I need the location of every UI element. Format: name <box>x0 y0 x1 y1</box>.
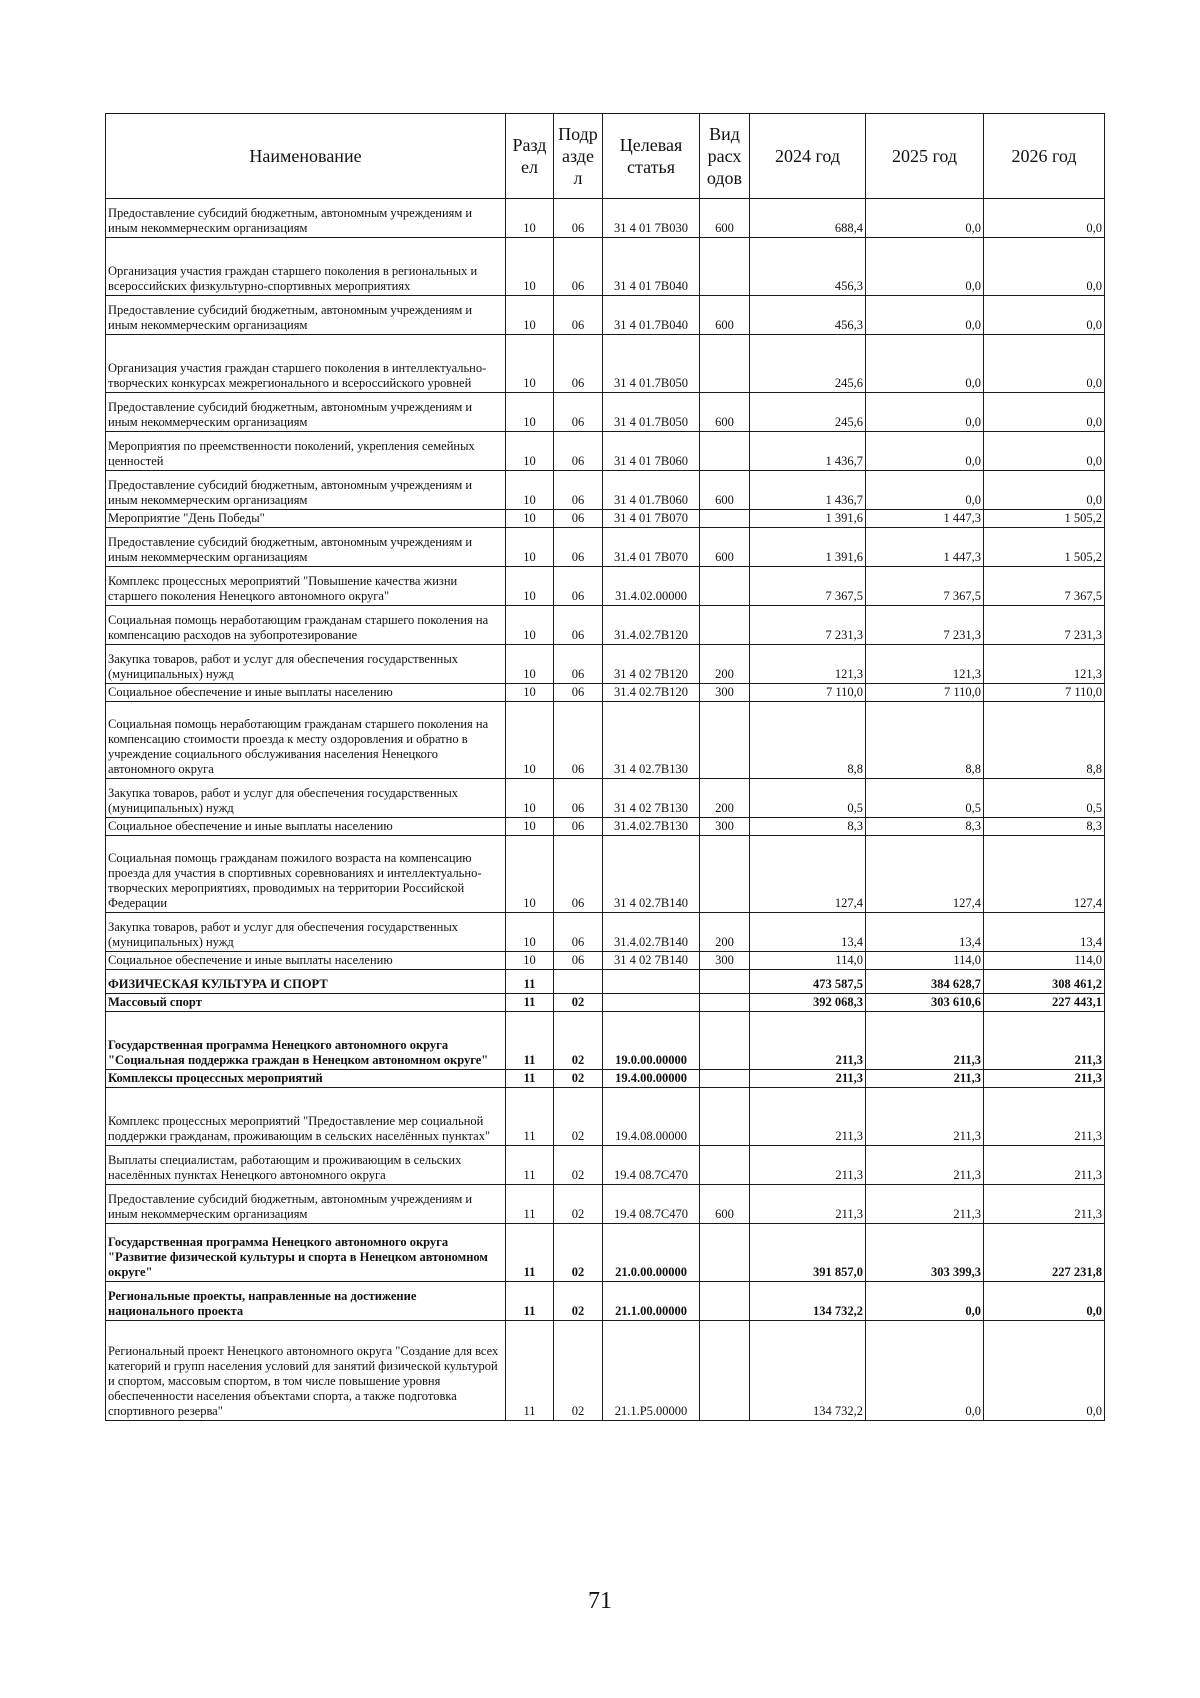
header-expense-type: Вид расх одов <box>700 114 750 199</box>
row-target-item: 19.4.08.00000 <box>603 1088 700 1146</box>
row-section: 11 <box>506 1012 554 1070</box>
row-name: Закупка товаров, работ и услуг для обеспечения государственных (муниципальных) нужд <box>106 645 506 684</box>
row-target-item: 31 4 01.7В050 <box>603 393 700 432</box>
row-target-item: 31 4 01.7В060 <box>603 471 700 510</box>
row-section: 10 <box>506 779 554 818</box>
row-target-item: 31 4 01 7В070 <box>603 510 700 528</box>
row-value-2026: 1 505,2 <box>984 528 1105 567</box>
row-value-2026: 0,0 <box>984 1321 1105 1421</box>
row-value-2026: 211,3 <box>984 1012 1105 1070</box>
row-name: Социальное обеспечение и иные выплаты населению <box>106 952 506 970</box>
row-value-2025: 303 399,3 <box>866 1224 984 1282</box>
row-value-2026: 0,0 <box>984 296 1105 335</box>
row-value-2025: 8,8 <box>866 702 984 779</box>
row-expense-type: 600 <box>700 528 750 567</box>
row-name: Мероприятие "День Победы" <box>106 510 506 528</box>
table-row <box>106 432 1105 471</box>
row-value-2025: 0,0 <box>866 238 984 296</box>
row-expense-type <box>700 335 750 393</box>
row-subsection: 06 <box>554 779 603 818</box>
table-row <box>106 1012 1105 1070</box>
budget-table <box>105 113 1105 1421</box>
row-value-2026: 1 505,2 <box>984 510 1105 528</box>
row-subsection: 06 <box>554 952 603 970</box>
row-section: 11 <box>506 970 554 994</box>
row-value-2024: 456,3 <box>750 238 866 296</box>
row-expense-type <box>700 836 750 913</box>
row-value-2026: 7 110,0 <box>984 684 1105 702</box>
table-row <box>106 335 1105 393</box>
row-expense-type <box>700 1146 750 1185</box>
row-value-2024: 1 436,7 <box>750 471 866 510</box>
table-row <box>106 818 1105 836</box>
row-value-2025: 8,3 <box>866 818 984 836</box>
header-year-2025: 2025 год <box>866 114 984 199</box>
row-value-2024: 688,4 <box>750 199 866 238</box>
row-value-2025: 127,4 <box>866 836 984 913</box>
table-row <box>106 970 1105 994</box>
row-value-2025: 121,3 <box>866 645 984 684</box>
header-year-2024: 2024 год <box>750 114 866 199</box>
row-name: Предоставление субсидий бюджетным, автономным учреждениям и иным некоммерческим организациям <box>106 471 506 510</box>
row-expense-type: 300 <box>700 684 750 702</box>
row-value-2024: 391 857,0 <box>750 1224 866 1282</box>
row-expense-type: 200 <box>700 913 750 952</box>
header-subsection: Подр азде л <box>554 114 603 199</box>
row-value-2024: 211,3 <box>750 1088 866 1146</box>
row-expense-type <box>700 1321 750 1421</box>
row-value-2024: 392 068,3 <box>750 994 866 1012</box>
row-section: 11 <box>506 1185 554 1224</box>
table-row <box>106 471 1105 510</box>
row-value-2025: 0,0 <box>866 393 984 432</box>
row-expense-type <box>700 238 750 296</box>
row-subsection: 02 <box>554 1282 603 1321</box>
row-value-2026: 0,0 <box>984 393 1105 432</box>
row-expense-type: 600 <box>700 1185 750 1224</box>
header-year-2026: 2026 год <box>984 114 1105 199</box>
row-section: 10 <box>506 913 554 952</box>
table-row <box>106 510 1105 528</box>
row-subsection: 06 <box>554 393 603 432</box>
row-value-2026: 0,0 <box>984 238 1105 296</box>
row-section: 11 <box>506 994 554 1012</box>
row-name: Выплаты специалистам, работающим и проживающим в сельских населённых пунктах Ненецкого автономного округа <box>106 1146 506 1185</box>
row-name: ФИЗИЧЕСКАЯ КУЛЬТУРА И СПОРТ <box>106 970 506 994</box>
row-subsection: 06 <box>554 913 603 952</box>
row-section: 11 <box>506 1321 554 1421</box>
row-subsection <box>554 970 603 994</box>
row-value-2026: 0,0 <box>984 432 1105 471</box>
row-expense-type <box>700 994 750 1012</box>
row-target-item: 31 4 01 7В060 <box>603 432 700 471</box>
row-name: Социальная помощь гражданам пожилого возраста на компенсацию проезда для участия в спортивных соревнованиях и интеллектуально-творческих мероприятиях, проводимых на территории Российской Федерации <box>106 836 506 913</box>
row-section: 10 <box>506 952 554 970</box>
table-row <box>106 836 1105 913</box>
table-row <box>106 1282 1105 1321</box>
row-value-2024: 211,3 <box>750 1070 866 1088</box>
row-value-2024: 0,5 <box>750 779 866 818</box>
row-value-2025: 211,3 <box>866 1185 984 1224</box>
row-value-2025: 0,0 <box>866 1282 984 1321</box>
row-section: 10 <box>506 199 554 238</box>
row-value-2026: 121,3 <box>984 645 1105 684</box>
table-row <box>106 1088 1105 1146</box>
header-name: Наименование <box>106 114 506 199</box>
row-value-2026: 227 443,1 <box>984 994 1105 1012</box>
row-expense-type <box>700 1070 750 1088</box>
row-section: 10 <box>506 684 554 702</box>
row-target-item: 21.1.00.00000 <box>603 1282 700 1321</box>
row-name: Закупка товаров, работ и услуг для обеспечения государственных (муниципальных) нужд <box>106 779 506 818</box>
table-row <box>106 1146 1105 1185</box>
row-value-2025: 0,0 <box>866 335 984 393</box>
row-subsection: 06 <box>554 510 603 528</box>
row-value-2026: 0,0 <box>984 471 1105 510</box>
row-value-2025: 0,0 <box>866 471 984 510</box>
row-section: 10 <box>506 471 554 510</box>
row-value-2025: 1 447,3 <box>866 528 984 567</box>
row-value-2025: 211,3 <box>866 1146 984 1185</box>
table-row <box>106 1185 1105 1224</box>
row-value-2026: 211,3 <box>984 1088 1105 1146</box>
row-name: Организация участия граждан старшего поколения в региональных и всероссийских физкультурно-спортивных мероприятиях <box>106 238 506 296</box>
row-subsection: 06 <box>554 296 603 335</box>
row-value-2026: 211,3 <box>984 1146 1105 1185</box>
row-expense-type <box>700 702 750 779</box>
row-name: Социальное обеспечение и иные выплаты населению <box>106 684 506 702</box>
row-value-2025: 211,3 <box>866 1012 984 1070</box>
row-expense-type <box>700 1282 750 1321</box>
row-section: 11 <box>506 1146 554 1185</box>
row-name: Комплекс процессных мероприятий "Предоставление мер социальной поддержки гражданам, проживающим в сельских населённых пунктах" <box>106 1088 506 1146</box>
row-subsection: 02 <box>554 994 603 1012</box>
row-name: Предоставление субсидий бюджетным, автономным учреждениям и иным некоммерческим организациям <box>106 199 506 238</box>
row-value-2025: 7 367,5 <box>866 567 984 606</box>
row-value-2026: 127,4 <box>984 836 1105 913</box>
row-value-2025: 114,0 <box>866 952 984 970</box>
row-subsection: 06 <box>554 836 603 913</box>
row-target-item: 31 4 01.7В040 <box>603 296 700 335</box>
row-expense-type: 600 <box>700 471 750 510</box>
row-expense-type: 200 <box>700 779 750 818</box>
table-row <box>106 994 1105 1012</box>
header-section: Разд ел <box>506 114 554 199</box>
row-value-2024: 134 732,2 <box>750 1321 866 1421</box>
row-value-2024: 13,4 <box>750 913 866 952</box>
row-subsection: 06 <box>554 606 603 645</box>
row-section: 10 <box>506 567 554 606</box>
table-row <box>106 779 1105 818</box>
row-target-item: 31 4 02 7В120 <box>603 645 700 684</box>
row-subsection: 06 <box>554 684 603 702</box>
row-section: 10 <box>506 335 554 393</box>
table-row <box>106 702 1105 779</box>
row-value-2025: 0,0 <box>866 1321 984 1421</box>
row-value-2025: 7 231,3 <box>866 606 984 645</box>
row-expense-type: 300 <box>700 818 750 836</box>
row-name: Мероприятия по преемственности поколений, укрепления семейных ценностей <box>106 432 506 471</box>
row-subsection: 02 <box>554 1321 603 1421</box>
row-section: 10 <box>506 238 554 296</box>
row-value-2026: 0,0 <box>984 335 1105 393</box>
row-value-2024: 245,6 <box>750 335 866 393</box>
row-target-item: 31.4 02.7В120 <box>603 684 700 702</box>
row-value-2024: 211,3 <box>750 1146 866 1185</box>
row-value-2024: 211,3 <box>750 1012 866 1070</box>
row-name: Комплексы процессных мероприятий <box>106 1070 506 1088</box>
row-value-2025: 1 447,3 <box>866 510 984 528</box>
row-name: Предоставление субсидий бюджетным, автономным учреждениям и иным некоммерческим организациям <box>106 1185 506 1224</box>
row-name: Социальная помощь неработающим гражданам старшего поколения на компенсацию расходов на зубопротезирование <box>106 606 506 645</box>
table-row <box>106 393 1105 432</box>
row-name: Региональный проект Ненецкого автономного округа "Создание для всех категорий и групп населения условий для занятий физической культурой и спортом, массовым спортом, в том числе повышение уровня обеспеченности населения объектами спорта, а также подготовка спортивного резерва" <box>106 1321 506 1421</box>
row-expense-type: 200 <box>700 645 750 684</box>
table-row <box>106 684 1105 702</box>
row-value-2024: 127,4 <box>750 836 866 913</box>
row-name: Предоставление субсидий бюджетным, автономным учреждениям и иным некоммерческим организациям <box>106 393 506 432</box>
table-body <box>106 199 1105 1421</box>
table-row <box>106 296 1105 335</box>
row-target-item: 31 4 01 7В030 <box>603 199 700 238</box>
table-row <box>106 952 1105 970</box>
row-subsection: 06 <box>554 645 603 684</box>
row-value-2024: 114,0 <box>750 952 866 970</box>
row-subsection: 06 <box>554 471 603 510</box>
row-subsection: 06 <box>554 818 603 836</box>
row-name: Государственная программа Ненецкого автономного округа "Социальная поддержка граждан в Ненецком автономном округе" <box>106 1012 506 1070</box>
row-section: 10 <box>506 836 554 913</box>
row-target-item <box>603 970 700 994</box>
row-expense-type <box>700 606 750 645</box>
row-section: 10 <box>506 432 554 471</box>
row-subsection: 06 <box>554 702 603 779</box>
row-value-2026: 8,3 <box>984 818 1105 836</box>
row-value-2024: 8,8 <box>750 702 866 779</box>
row-expense-type: 300 <box>700 952 750 970</box>
row-target-item: 19.4 08.7С470 <box>603 1185 700 1224</box>
row-value-2025: 0,0 <box>866 432 984 471</box>
row-value-2024: 473 587,5 <box>750 970 866 994</box>
row-target-item: 21.1.P5.00000 <box>603 1321 700 1421</box>
row-value-2024: 7 231,3 <box>750 606 866 645</box>
row-value-2026: 211,3 <box>984 1185 1105 1224</box>
row-name: Предоставление субсидий бюджетным, автономным учреждениям и иным некоммерческим организациям <box>106 296 506 335</box>
row-target-item: 19.4 08.7С470 <box>603 1146 700 1185</box>
row-section: 11 <box>506 1224 554 1282</box>
row-target-item: 31 4 01 7В040 <box>603 238 700 296</box>
row-subsection: 02 <box>554 1088 603 1146</box>
row-value-2025: 7 110,0 <box>866 684 984 702</box>
row-expense-type <box>700 510 750 528</box>
row-section: 10 <box>506 510 554 528</box>
row-name: Региональные проекты, направленные на достижение национального проекта <box>106 1282 506 1321</box>
row-value-2025: 384 628,7 <box>866 970 984 994</box>
row-value-2026: 13,4 <box>984 913 1105 952</box>
row-subsection: 02 <box>554 1146 603 1185</box>
table-header-row <box>106 114 1105 199</box>
row-value-2025: 303 610,6 <box>866 994 984 1012</box>
row-section: 11 <box>506 1282 554 1321</box>
row-value-2024: 8,3 <box>750 818 866 836</box>
row-subsection: 06 <box>554 432 603 471</box>
header-target-item: Целевая статья <box>603 114 700 199</box>
row-value-2026: 308 461,2 <box>984 970 1105 994</box>
table-row <box>106 199 1105 238</box>
row-expense-type <box>700 1224 750 1282</box>
page-number: 71 <box>588 1588 612 1614</box>
table-row <box>106 606 1105 645</box>
row-expense-type: 600 <box>700 296 750 335</box>
row-section: 10 <box>506 393 554 432</box>
table-row <box>106 528 1105 567</box>
row-section: 11 <box>506 1070 554 1088</box>
row-subsection: 06 <box>554 567 603 606</box>
row-subsection: 06 <box>554 335 603 393</box>
row-value-2026: 114,0 <box>984 952 1105 970</box>
row-section: 10 <box>506 645 554 684</box>
row-value-2025: 0,5 <box>866 779 984 818</box>
row-expense-type <box>700 1012 750 1070</box>
row-subsection: 02 <box>554 1224 603 1282</box>
row-name: Предоставление субсидий бюджетным, автономным учреждениям и иным некоммерческим организациям <box>106 528 506 567</box>
row-expense-type <box>700 567 750 606</box>
row-target-item: 19.0.00.00000 <box>603 1012 700 1070</box>
row-section: 10 <box>506 818 554 836</box>
row-value-2024: 211,3 <box>750 1185 866 1224</box>
table-row <box>106 1321 1105 1421</box>
row-subsection: 06 <box>554 199 603 238</box>
row-value-2024: 7 367,5 <box>750 567 866 606</box>
row-value-2026: 211,3 <box>984 1070 1105 1088</box>
row-name: Комплекс процессных мероприятий "Повышение качества жизни старшего поколения Ненецкого автономного округа" <box>106 567 506 606</box>
row-value-2026: 227 231,8 <box>984 1224 1105 1282</box>
row-target-item: 31 4 02.7В140 <box>603 836 700 913</box>
row-value-2026: 0,5 <box>984 779 1105 818</box>
row-expense-type: 600 <box>700 393 750 432</box>
row-value-2025: 13,4 <box>866 913 984 952</box>
row-section: 10 <box>506 606 554 645</box>
row-target-item: 31 4 01.7В050 <box>603 335 700 393</box>
row-expense-type <box>700 970 750 994</box>
row-target-item: 19.4.00.00000 <box>603 1070 700 1088</box>
row-subsection: 02 <box>554 1070 603 1088</box>
row-expense-type: 600 <box>700 199 750 238</box>
row-value-2024: 456,3 <box>750 296 866 335</box>
row-expense-type <box>700 432 750 471</box>
table-row <box>106 1224 1105 1282</box>
row-value-2026: 0,0 <box>984 199 1105 238</box>
row-target-item: 31.4.02.7В120 <box>603 606 700 645</box>
row-section: 11 <box>506 1088 554 1146</box>
row-section: 10 <box>506 528 554 567</box>
row-target-item <box>603 994 700 1012</box>
table-row <box>106 238 1105 296</box>
table-row <box>106 645 1105 684</box>
row-value-2024: 245,6 <box>750 393 866 432</box>
row-subsection: 02 <box>554 1012 603 1070</box>
row-value-2026: 0,0 <box>984 1282 1105 1321</box>
row-name: Массовый спорт <box>106 994 506 1012</box>
row-value-2025: 0,0 <box>866 199 984 238</box>
row-value-2024: 134 732,2 <box>750 1282 866 1321</box>
row-value-2025: 0,0 <box>866 296 984 335</box>
table-row <box>106 1070 1105 1088</box>
row-section: 10 <box>506 296 554 335</box>
row-name: Социальная помощь неработающим гражданам старшего поколения на компенсацию стоимости проезда к месту оздоровления и обратно в учреждение социального обслуживания населения Ненецкого автономного округа <box>106 702 506 779</box>
row-value-2025: 211,3 <box>866 1070 984 1088</box>
row-name: Организация участия граждан старшего поколения в интеллектуально-творческих конкурсах межрегионального и всероссийского уровней <box>106 335 506 393</box>
row-subsection: 02 <box>554 1185 603 1224</box>
row-value-2024: 7 110,0 <box>750 684 866 702</box>
row-value-2024: 1 391,6 <box>750 510 866 528</box>
row-target-item: 31.4.02.7В140 <box>603 913 700 952</box>
row-target-item: 21.0.00.00000 <box>603 1224 700 1282</box>
row-target-item: 31.4.02.7В130 <box>603 818 700 836</box>
row-subsection: 06 <box>554 528 603 567</box>
table-row <box>106 567 1105 606</box>
row-value-2026: 7 231,3 <box>984 606 1105 645</box>
row-name: Социальное обеспечение и иные выплаты населению <box>106 818 506 836</box>
row-expense-type <box>700 1088 750 1146</box>
table-row <box>106 913 1105 952</box>
row-subsection: 06 <box>554 238 603 296</box>
row-target-item: 31 4 02 7В140 <box>603 952 700 970</box>
row-value-2024: 1 391,6 <box>750 528 866 567</box>
row-value-2024: 121,3 <box>750 645 866 684</box>
row-target-item: 31.4 01 7В070 <box>603 528 700 567</box>
row-target-item: 31 4 02 7В130 <box>603 779 700 818</box>
row-target-item: 31 4 02.7В130 <box>603 702 700 779</box>
row-value-2025: 211,3 <box>866 1088 984 1146</box>
row-name: Государственная программа Ненецкого автономного округа "Развитие физической культуры и спорта в Ненецком автономном округе" <box>106 1224 506 1282</box>
row-value-2024: 1 436,7 <box>750 432 866 471</box>
row-name: Закупка товаров, работ и услуг для обеспечения государственных (муниципальных) нужд <box>106 913 506 952</box>
row-section: 10 <box>506 702 554 779</box>
row-value-2026: 7 367,5 <box>984 567 1105 606</box>
row-value-2026: 8,8 <box>984 702 1105 779</box>
row-target-item: 31.4.02.00000 <box>603 567 700 606</box>
